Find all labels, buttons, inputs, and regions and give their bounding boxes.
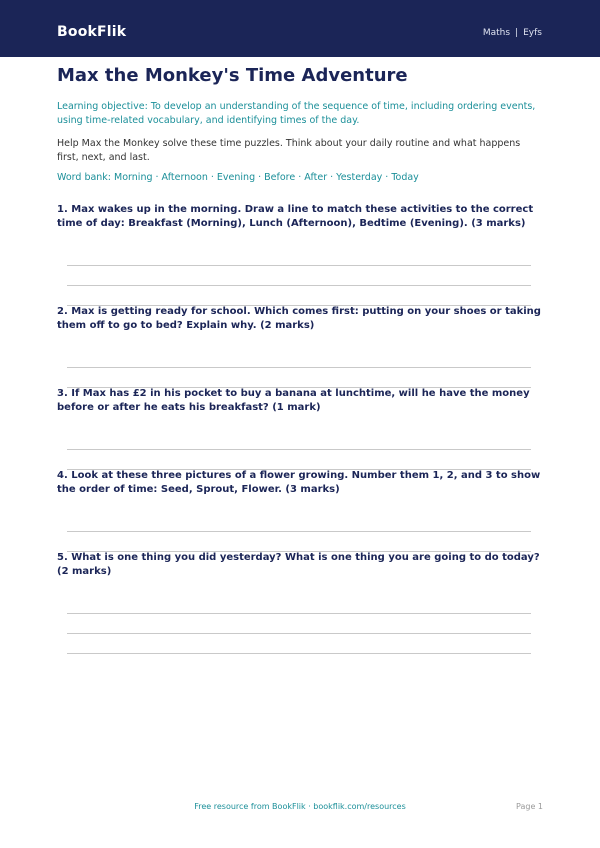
answer-line[interactable]: [67, 653, 531, 654]
header-meta: [483, 27, 542, 39]
question-4: 4. Look at these three pictures of a flower growing. Number them 1, 2, and 3 to show the order of time: Seed, Sprout, Flower. (3 marks): [57, 470, 541, 495]
intro-text: Help Max the Monkey solve these time puzzles. Think about your daily routine and what happens first, next, and last.: [57, 138, 521, 163]
footer-credit-link[interactable]: Free resource from BookFlik · bookflik.com/resources: [194, 802, 406, 811]
answer-line[interactable]: [67, 531, 531, 532]
level-label: Eyfs: [523, 28, 542, 38]
answer-line[interactable]: [67, 367, 531, 368]
answer-line[interactable]: [67, 613, 531, 614]
learning-objective: Learning objective: To develop an understanding of the sequence of time, including ordering events, using time-related vocabulary, and identifying times of the day.: [57, 101, 536, 126]
question-1: 1. Max wakes up in the morning. Draw a line to match these activities to the correct time of day: Breakfast (Morning), Lunch (Afternoon), Bedtime (Evening). (3 marks): [57, 204, 534, 229]
answer-line[interactable]: [67, 449, 531, 450]
answer-line[interactable]: [67, 265, 531, 266]
meta-separator: |: [515, 28, 519, 38]
page-title: Max the Monkey's Time Adventure: [57, 65, 408, 86]
answer-line[interactable]: [67, 633, 531, 634]
brand-logo-text[interactable]: BookFlik: [57, 24, 127, 40]
question-2: 2. Max is getting ready for school. Which comes first: putting on your shoes or taking them off to go to bed? Explain why. (2 marks): [57, 306, 541, 331]
word-bank: Word bank: Morning · Afternoon · Evening · Before · After · Yesterday · Today: [57, 172, 419, 183]
answer-line[interactable]: [67, 285, 531, 286]
question-5: 5. What is one thing you did yesterday? What is one thing you are going to do today? (2 marks): [57, 552, 540, 577]
subject-label: Maths: [482, 28, 511, 38]
page-header: [0, 0, 600, 57]
page-number: Page 1: [516, 802, 543, 811]
question-3: 3. If Max has £2 in his pocket to buy a banana at lunchtime, will he have the money before or after he eats his breakfast? (1 mark): [57, 388, 530, 413]
